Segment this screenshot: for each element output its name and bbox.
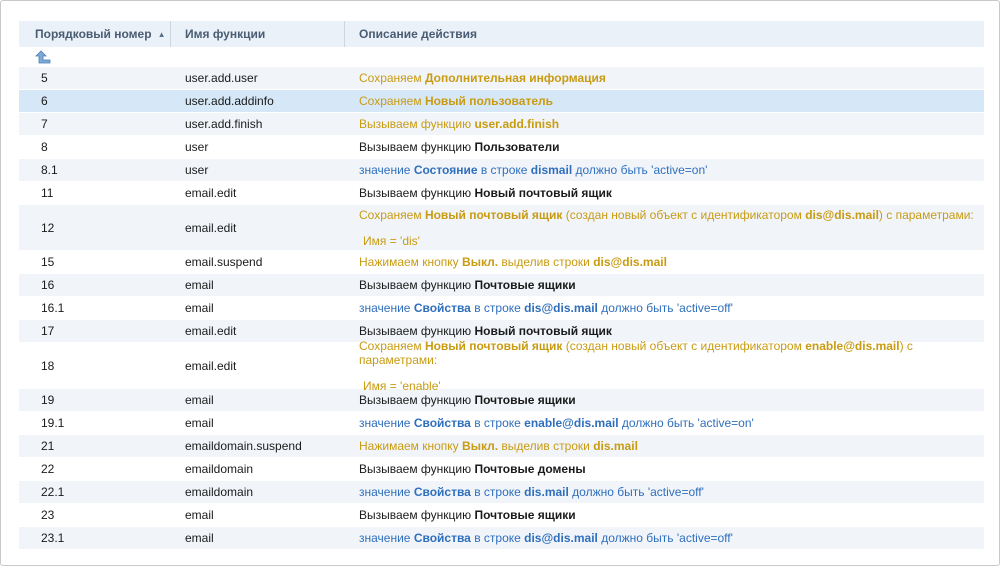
row-order-number: 18 bbox=[41, 358, 55, 373]
table-row[interactable] bbox=[19, 389, 984, 412]
description-highlight: Почтовые домены bbox=[474, 462, 586, 476]
description-text: должно быть 'active=off' bbox=[597, 301, 733, 315]
table-row[interactable] bbox=[19, 67, 984, 90]
description-highlight: Новый почтовый ящик bbox=[424, 207, 563, 222]
description-text: Вызываем функцию bbox=[359, 508, 475, 522]
column-header-action-description[interactable] bbox=[345, 21, 984, 47]
description-text: значение bbox=[359, 163, 414, 177]
table-row[interactable] bbox=[19, 481, 984, 504]
description-highlight: Пользователи bbox=[474, 140, 560, 154]
description-highlight: dis@dis.mail bbox=[524, 531, 598, 545]
row-function-name: email bbox=[185, 301, 214, 315]
row-function-name: user bbox=[185, 163, 209, 177]
description-highlight: dis@dis.mail bbox=[593, 255, 667, 269]
table-row[interactable] bbox=[19, 205, 984, 251]
description-text: значение bbox=[359, 531, 414, 545]
description-highlight: enable@dis.mail bbox=[524, 416, 619, 430]
description-text: в строке bbox=[477, 163, 531, 177]
description-highlight: Свойства bbox=[413, 485, 471, 499]
row-action-description bbox=[345, 278, 984, 292]
description-text: Вызываем функцию bbox=[359, 278, 475, 292]
row-function-name: emaildomain bbox=[185, 462, 254, 476]
level-up-row bbox=[19, 47, 984, 67]
row-action-description bbox=[345, 339, 984, 393]
table-row[interactable] bbox=[19, 90, 984, 113]
level-up-icon[interactable] bbox=[35, 50, 51, 64]
row-function-name: email bbox=[185, 278, 214, 292]
description-text: Вызываем функцию bbox=[359, 140, 475, 154]
description-text: значение bbox=[359, 485, 414, 499]
row-order-number: 19.1 bbox=[41, 416, 65, 430]
column-header-label: Имя функции bbox=[185, 27, 266, 41]
column-header-label: Описание действия bbox=[359, 27, 478, 41]
description-text: значение bbox=[359, 301, 414, 315]
row-action-description bbox=[345, 71, 984, 85]
description-text: в строке bbox=[470, 531, 525, 545]
row-order-number: 5 bbox=[41, 71, 48, 85]
description-text: должно быть 'active=on' bbox=[572, 163, 708, 177]
row-function-name: email.edit bbox=[185, 186, 237, 200]
table-row[interactable] bbox=[19, 504, 984, 527]
row-order-number: 22 bbox=[41, 462, 55, 476]
row-action-description bbox=[345, 462, 984, 476]
description-text: в строке bbox=[470, 416, 525, 430]
row-action-description bbox=[345, 117, 984, 131]
table-row[interactable] bbox=[19, 458, 984, 481]
table-row[interactable] bbox=[19, 136, 984, 159]
description-highlight: Выкл. bbox=[462, 255, 499, 269]
table-row[interactable] bbox=[19, 251, 984, 274]
row-order-number: 7 bbox=[41, 117, 48, 131]
row-function-name: email.edit bbox=[185, 324, 237, 338]
description-highlight: Новый почтовый ящик bbox=[424, 338, 563, 353]
description-text: значение bbox=[359, 416, 414, 430]
row-order-number: 8 bbox=[41, 140, 48, 154]
row-order-number: 22.1 bbox=[41, 485, 65, 499]
actions-table bbox=[19, 21, 984, 550]
description-highlight: user.add.finish bbox=[474, 117, 560, 131]
row-action-description bbox=[345, 531, 984, 545]
description-highlight: Свойства bbox=[413, 531, 471, 545]
description-highlight: Почтовые ящики bbox=[474, 508, 576, 522]
row-order-number: 16 bbox=[41, 278, 55, 292]
description-text: Вызываем функцию bbox=[359, 186, 475, 200]
description-text: Нажимаем кнопку bbox=[359, 255, 463, 269]
row-action-description bbox=[345, 439, 984, 453]
table-row[interactable] bbox=[19, 297, 984, 320]
description-text: (создан новый объект с идентификатором bbox=[562, 207, 806, 222]
description-text: должно быть 'active=off' bbox=[568, 485, 704, 499]
table-body bbox=[19, 67, 984, 550]
row-action-description bbox=[345, 301, 984, 315]
row-order-number: 11 bbox=[41, 186, 54, 200]
description-text: Вызываем функцию bbox=[359, 324, 475, 338]
row-order-number: 23 bbox=[41, 508, 55, 522]
row-order-number: 15 bbox=[41, 255, 55, 269]
row-function-name: user.add.user bbox=[185, 71, 258, 85]
description-highlight: Новый почтовый ящик bbox=[474, 324, 612, 338]
description-text: Вызываем функцию bbox=[359, 393, 475, 407]
row-action-description bbox=[345, 393, 984, 407]
description-highlight: enable@dis.mail bbox=[805, 338, 900, 353]
table-row[interactable] bbox=[19, 435, 984, 458]
row-function-name: email.edit bbox=[185, 358, 237, 373]
row-action-description bbox=[345, 163, 984, 177]
column-header-function-name[interactable] bbox=[171, 21, 345, 47]
row-order-number: 12 bbox=[41, 220, 55, 235]
table-row[interactable] bbox=[19, 274, 984, 297]
row-function-name: email bbox=[185, 531, 214, 545]
row-action-description bbox=[345, 140, 984, 154]
description-text: Вызываем функцию bbox=[359, 117, 475, 131]
table-row[interactable] bbox=[19, 159, 984, 182]
description-highlight: Почтовые ящики bbox=[474, 278, 576, 292]
description-text: Сохраняем bbox=[359, 207, 425, 222]
row-function-name: email bbox=[185, 393, 214, 407]
row-order-number: 16.1 bbox=[41, 301, 65, 315]
description-highlight: Дополнительная информация bbox=[424, 71, 606, 85]
description-text: должно быть 'active=off' bbox=[597, 531, 733, 545]
row-function-name: email bbox=[185, 416, 214, 430]
row-order-number: 8.1 bbox=[41, 163, 58, 177]
row-function-name: email.suspend bbox=[185, 255, 263, 269]
description-highlight: Свойства bbox=[413, 301, 471, 315]
row-order-number: 6 bbox=[41, 94, 48, 108]
row-function-name: user.add.finish bbox=[185, 117, 263, 131]
description-highlight: dis.mail bbox=[593, 439, 638, 453]
table-header bbox=[19, 21, 984, 47]
description-text: в строке bbox=[470, 301, 525, 315]
row-action-description bbox=[345, 94, 984, 108]
row-action-description bbox=[345, 186, 984, 200]
description-highlight: Новый пользователь bbox=[424, 94, 553, 108]
description-parameter-line: Имя = 'dis' bbox=[363, 233, 420, 248]
description-text: выделив строки bbox=[498, 439, 594, 453]
description-highlight: Свойства bbox=[413, 416, 471, 430]
table-row[interactable] bbox=[19, 113, 984, 136]
sort-ascending-icon[interactable]: ▲ bbox=[157, 29, 166, 39]
description-text: Вызываем функцию bbox=[359, 462, 475, 476]
column-header-label: Порядковый номер bbox=[35, 27, 152, 41]
row-order-number: 21 bbox=[41, 439, 55, 453]
description-highlight: Выкл. bbox=[462, 439, 499, 453]
row-action-description bbox=[345, 208, 984, 248]
description-text: ) с параметрами: bbox=[878, 207, 974, 222]
row-function-name: user.add.addinfo bbox=[185, 94, 274, 108]
description-text: должно быть 'active=on' bbox=[618, 416, 754, 430]
description-highlight: Почтовые ящики bbox=[474, 393, 576, 407]
row-order-number: 17 bbox=[41, 324, 55, 338]
row-order-number: 19 bbox=[41, 393, 55, 407]
description-text: Нажимаем кнопку bbox=[359, 439, 463, 453]
column-header-order-number[interactable] bbox=[19, 21, 171, 47]
description-highlight: dismail bbox=[530, 163, 573, 177]
row-action-description bbox=[345, 416, 984, 430]
row-action-description bbox=[345, 255, 984, 269]
row-function-name: email.edit bbox=[185, 220, 237, 235]
description-text: в строке bbox=[470, 485, 525, 499]
description-text: (создан новый объект с идентификатором bbox=[562, 338, 806, 353]
description-text: Сохраняем bbox=[359, 338, 425, 353]
row-action-description bbox=[345, 485, 984, 499]
description-text: выделив строки bbox=[498, 255, 594, 269]
description-highlight: dis.mail bbox=[524, 485, 569, 499]
row-action-description bbox=[345, 324, 984, 338]
table-row[interactable] bbox=[19, 338, 984, 393]
row-action-description bbox=[345, 508, 984, 522]
description-text: Сохраняем bbox=[359, 94, 425, 108]
table-row[interactable] bbox=[19, 182, 984, 205]
row-order-number: 23.1 bbox=[41, 531, 65, 545]
description-highlight: dis@dis.mail bbox=[805, 207, 879, 222]
description-parameter-line: Имя = 'enable' bbox=[363, 378, 441, 393]
description-text: ) с параметрами: bbox=[359, 338, 913, 367]
description-text: Сохраняем bbox=[359, 71, 425, 85]
row-function-name: emaildomain.suspend bbox=[185, 439, 302, 453]
row-function-name: email bbox=[185, 508, 214, 522]
description-highlight: Состояние bbox=[413, 163, 478, 177]
row-function-name: user bbox=[185, 140, 209, 154]
table-row[interactable] bbox=[19, 412, 984, 435]
row-function-name: emaildomain bbox=[185, 485, 254, 499]
description-highlight: Новый почтовый ящик bbox=[474, 186, 612, 200]
table-row[interactable] bbox=[19, 527, 984, 550]
description-highlight: dis@dis.mail bbox=[524, 301, 598, 315]
